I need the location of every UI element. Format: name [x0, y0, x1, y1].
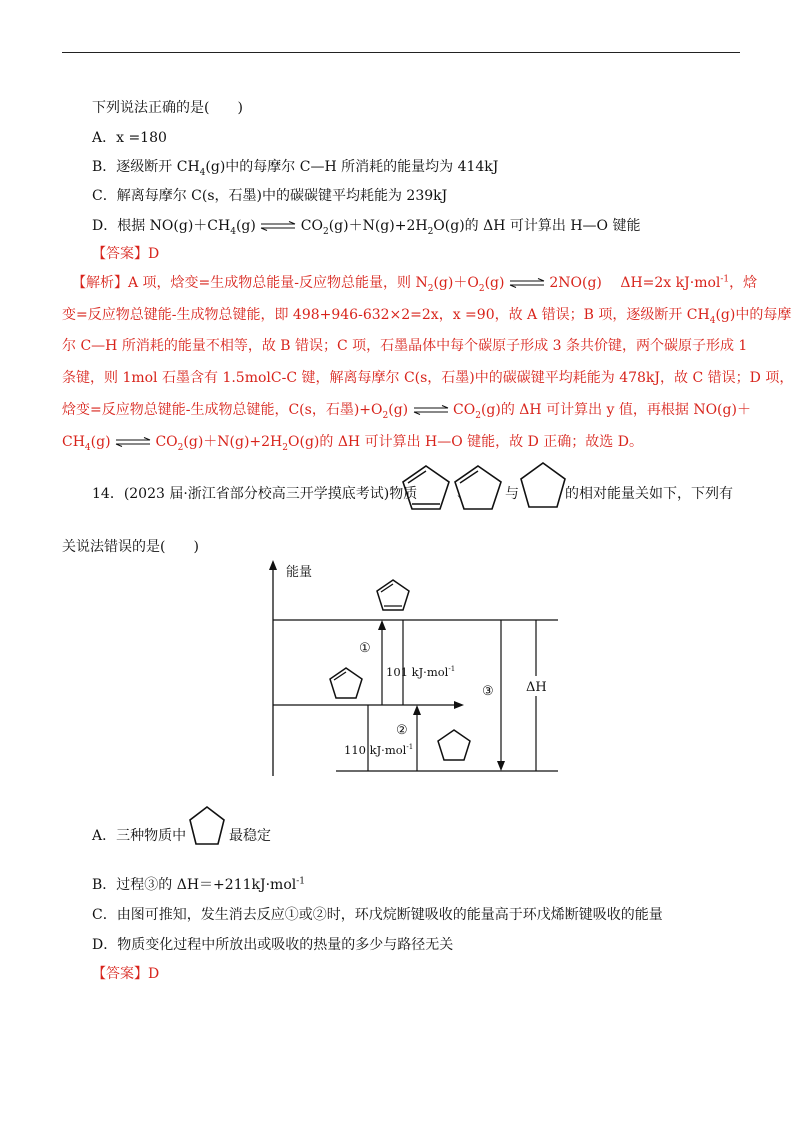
q14-option-a-text: A．三种物质中: [92, 828, 187, 844]
y-axis-arrowhead: [269, 560, 277, 570]
equilibrium-arrow-icon: [509, 278, 545, 288]
q14-stem-sep-1: 、: [457, 486, 471, 502]
cyclopentane-icon: [518, 460, 568, 512]
q13-analysis-line-2: 变=反应物总键能-生成物总键能，即 498+946-632×2=2x，x =90，故 A 错误；B 项，逐级断开 $CH_4(g)$中的每摩: [62, 307, 792, 326]
delta-h-label: ΔH: [526, 680, 547, 695]
cyclopentene-icon: [330, 668, 362, 698]
energy-level-diagram: [262, 558, 572, 780]
q13-analysis-line-6: $CH_4(g)$ $CO_2(g)+N(g)+2H_2O(g)$的 ΔH 可计算出 H—O 键能，故 D 正确；故选 D。: [62, 434, 643, 453]
equilibrium-arrow-icon: [260, 221, 296, 231]
equilibrium-arrow-icon: [413, 405, 449, 415]
label-process-1: ①: [359, 641, 371, 656]
label-process-2: ②: [396, 723, 408, 738]
header-rule: [62, 52, 740, 53]
equilibrium-arrow-icon: [115, 437, 151, 447]
y-axis-label: 能量: [286, 565, 313, 580]
q14-stem-part-2: 的相对能量关如下，下列有: [565, 486, 733, 502]
cyclopentadiene-icon: [398, 462, 454, 514]
q14-stem-part-1: 14．(2023 届·浙江省部分校高三开学摸底考试)物质: [92, 486, 418, 502]
q13-analysis-line-1: 【解析】A 项，焓变=生成物总能量-反应物总能量，则 $N_2(g)+O_2(g)$ 2NO(g) ΔH=2x kJ·mol$^{-1}$，焓: [72, 274, 758, 294]
label-101: 101 kJ·mol$^{-1}$: [386, 665, 456, 679]
q13-option-d: D．根据 $NO(g)+CH_4(g)$ $CO_2(g)+N(g)+2H_2O(g)$的 ΔH 可计算出 H—O 键能: [92, 218, 641, 237]
cyclopentene-icon: [450, 462, 506, 514]
q14-option-a-tail: 最稳定: [229, 828, 271, 844]
q13-analysis-line-3: 尔 C—H 所消耗的能量不相等，故 B 错误；C 项，石墨晶体中每个碳原子形成 3 条共价键，两个碳原子形成 1: [62, 338, 748, 354]
q14-option-c: C．由图可推知，发生消去反应①或②时，环戊烷断键吸收的能量高于环戊烯断键吸收的能量: [92, 907, 663, 923]
q14-option-b: B．过程③的 ΔH＝+211kJ·mol$^{-1}$: [92, 876, 306, 893]
q13-option-a: A．x =180: [92, 130, 167, 146]
cyclopentadiene-icon: [377, 580, 409, 610]
q13-analysis-line-5: 焓变=反应物总键能-生成物总键能，C(s，石墨)$+O_2(g)$ $CO_2(g)$的 ΔH 可计算出 y 值，再根据 NO(g)＋: [62, 402, 751, 421]
q13-stem: 下列说法正确的是( ): [92, 100, 243, 116]
q13-option-c: C．解离每摩尔 C(s，石墨)中的碳碳键平均耗能为 239kJ: [92, 188, 448, 204]
q13-analysis-line-4: 条键，则 1mol 石墨含有 1.5molC-C 键，解离每摩尔 C(s，石墨)中的碳碳键平均耗能为 478kJ，故 C 错误；D 项，: [62, 370, 794, 386]
q14-answer: 【答案】D: [92, 966, 160, 982]
cyclopentane-icon: [438, 730, 470, 760]
q13-option-b: B．逐级断开 $CH_4(g)$中的每摩尔 C—H 所消耗的能量均为 414kJ: [92, 159, 499, 178]
q13-answer: 【答案】D: [92, 246, 160, 262]
q14-stem-part-3: 关说法错误的是( ): [62, 539, 199, 555]
label-process-3: ③: [482, 684, 494, 699]
q14-option-d: D．物质变化过程中所放出或吸收的热量的多少与路径无关: [92, 937, 454, 953]
label-110: 110 kJ·mol$^{-1}$: [344, 743, 414, 757]
cyclopentane-icon: [187, 804, 227, 848]
q14-stem-sep-2: 与: [505, 486, 519, 502]
